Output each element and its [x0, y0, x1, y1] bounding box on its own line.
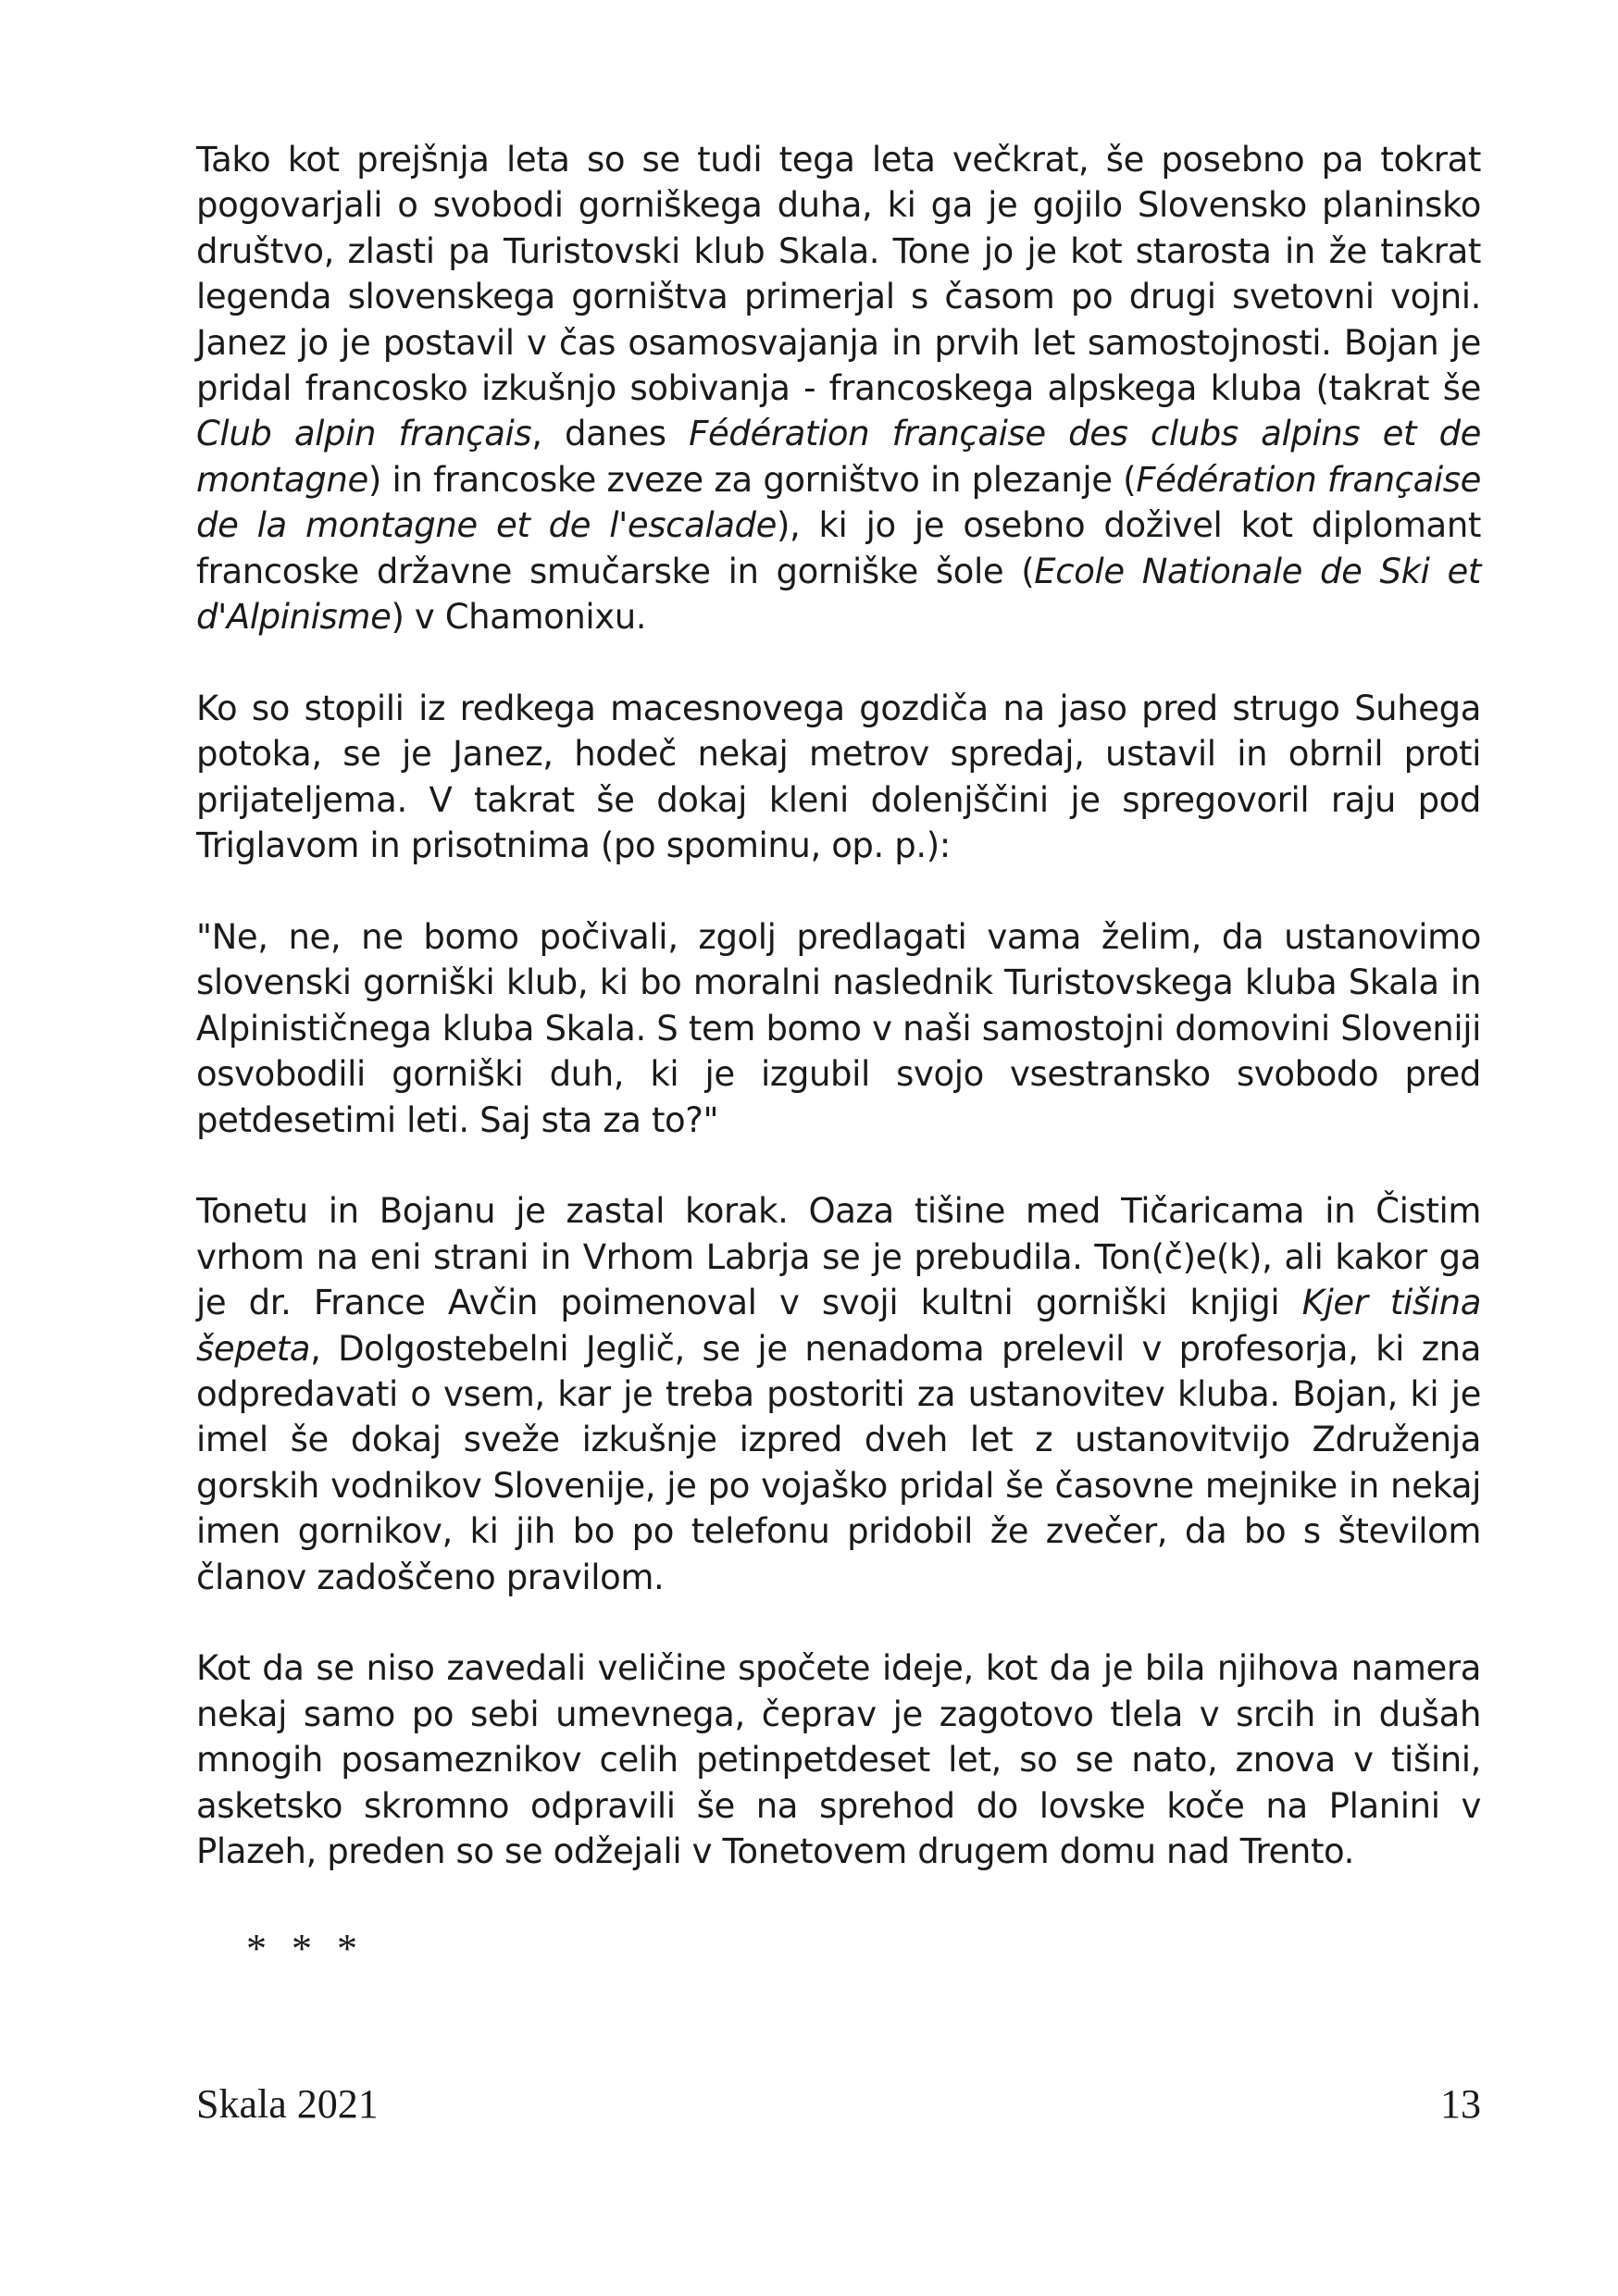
italic-title-text: Ecole Nationale de Ski et d'Alpinisme — [196, 551, 1481, 638]
footer-publication: Skala 2021 — [196, 2081, 379, 2127]
paragraph-text: Tonetu in Bojanu je zastal korak. Oaza tišine med Tičaricama in Čistim vrhom na eni strani in Vrhom Labrja se je prebudila. Ton(č)e(k), ali kakor ga je dr. France Avčin poimenoval v svoji kultni gorniški knjigi — [196, 1191, 1481, 1323]
paragraph-1 — [196, 137, 1481, 639]
page-footer — [196, 2080, 1481, 2128]
italic-title-text: Fédération française des clubs alpins et de montagne — [196, 414, 1482, 500]
paragraph-text: "Ne, ne, ne bomo počivali, zgolj predlagati vama želim, da ustanovimo slovenski gorniški klub, ki bo moralni naslednik Turistovskega kluba Skala in Alpinističnega kluba Skala. S tem bomo v naši samostojni domovini Sloveniji osvobodili gorniški duh, ki je izgubil svojo vsestransko svobodo pred petdesetimi leti. Saj sta za to?" — [196, 916, 1481, 1140]
italic-title-text: Fédération française de la montagne et de l'escalade — [196, 459, 1481, 546]
footer-page-number: 13 — [1440, 2081, 1481, 2127]
paragraph-5 — [196, 1645, 1481, 1874]
paragraph-text: , danes — [531, 414, 690, 454]
paragraph-text: , Dolgostebelni Jeglič, se je nenadoma prelevil v profesorja, ki zna odpredavati o vsem, kar je treba postoriti za ustanovitev kluba. Bojan, ki je imel še dokaj sveže izkušnje izpred dveh let z ustanovitvijo Združenja gorskih vodnikov Slovenije, je po vojaško pridal še časovne mejnike in nekaj imen gornikov, ki jih bo po telefonu pridobil že zvečer, da bo s številom članov zadoščeno pravilom. — [196, 1328, 1481, 1597]
italic-title-text: Club alpin français — [196, 414, 532, 454]
paragraph-2 — [196, 686, 1481, 869]
italic-title-text: Kjer tišina šepeta — [196, 1283, 1481, 1369]
paragraph-text: ), ki jo je osebno doživel kot diplomant francoske državne smučarske in gorniške šole ( — [196, 505, 1481, 591]
article-body — [196, 137, 1481, 1920]
paragraph-text: ) v Chamonixu. — [391, 597, 647, 638]
paragraph-3 — [196, 914, 1481, 1143]
paragraph-text: ) in francoske zveze za gorništvo in plezanje ( — [367, 459, 1137, 500]
section-separator: * * * — [246, 1926, 365, 1971]
paragraph-4 — [196, 1188, 1481, 1600]
paragraph-text: Ko so stopili iz redkega macesnovega gozdiča na jaso pred strugo Suhega potoka, se je Janez, hodeč nekaj metrov spredaj, ustavil in obrnil proti prijateljema. V takrat še dokaj kleni dolenjščini je spregovoril raju pod Triglavom in prisotnima (po spominu, op. p.): — [196, 688, 1481, 866]
paragraph-text: Kot da se niso zavedali veličine spočete ideje, kot da je bila njihova namera nekaj samo po sebi umevnega, čeprav je zagotovo tlela v srcih in dušah mnogih posameznikov celih petinpetdeset let, so se nato, znova v tišini, asketsko skromno odpravili še na sprehod do lovske koče na Planini v Plazeh, preden so se odžejali v Tonetovem drugem domu nad Trento. — [196, 1648, 1481, 1871]
paragraph-text: Tako kot prejšnja leta so se tudi tega leta večkrat, še posebno pa tokrat pogovarjali o svobodi gorniškega duha, ki ga je gojilo Slovensko planinsko društvo, zlasti pa Turistovski klub Skala. Tone jo je kot starosta in že takrat legenda slovenskega gorništva primerjal s časom po drugi svetovni vojni. Janez jo je postavil v čas osamosvajanja in prvih let samostojnosti. Bojan je pridal francosko izkušnjo sobivanja - francoskega alpskega kluba (takrat še — [196, 140, 1481, 409]
